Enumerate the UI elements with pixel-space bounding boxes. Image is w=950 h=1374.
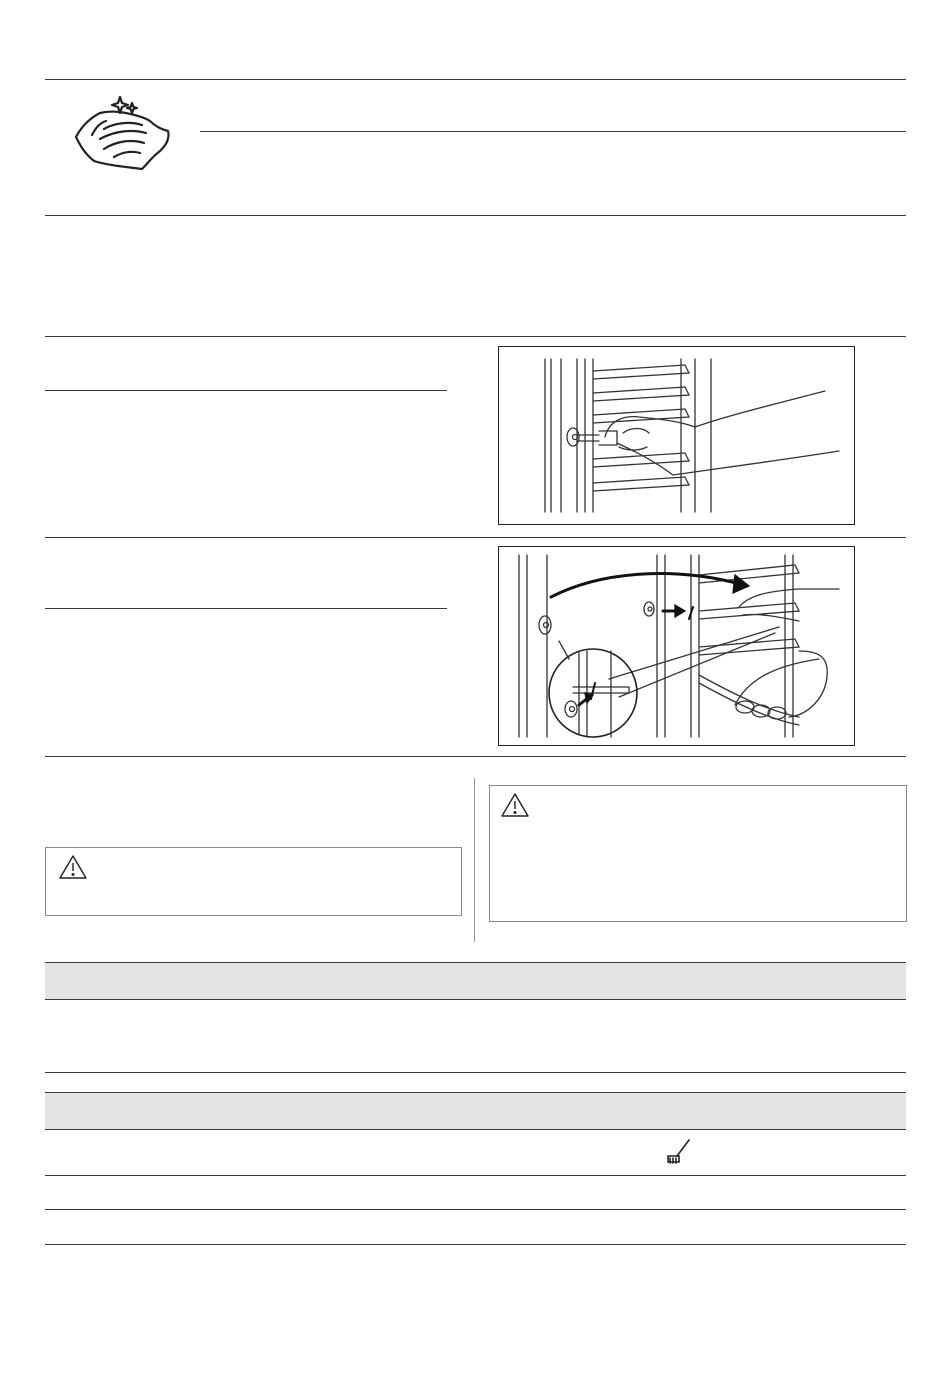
brush-icon bbox=[664, 1138, 692, 1166]
column-divider bbox=[474, 778, 475, 942]
top-rule bbox=[45, 79, 906, 80]
header-subrule bbox=[200, 131, 906, 132]
warning-triangle-icon bbox=[58, 854, 88, 880]
hand-cleaning-cloth-icon bbox=[70, 95, 174, 175]
warning-triangle-icon bbox=[500, 792, 530, 818]
step2-subrule bbox=[45, 608, 447, 609]
table2-row-rule-1 bbox=[45, 1175, 906, 1176]
warning-box-right bbox=[489, 785, 907, 922]
shelf-support-front-figure bbox=[498, 346, 855, 525]
table2-row-rule-2 bbox=[45, 1209, 906, 1210]
section-rule-4 bbox=[45, 756, 906, 757]
table1-header-band bbox=[45, 962, 906, 1000]
warning-box-left bbox=[45, 847, 462, 916]
section-rule-1 bbox=[45, 215, 906, 216]
shelf-support-rear-figure bbox=[498, 546, 855, 746]
section-rule-2 bbox=[45, 336, 906, 337]
section-rule-3 bbox=[45, 537, 906, 538]
table2-header-band bbox=[45, 1092, 906, 1130]
table2-bottom-rule bbox=[45, 1244, 906, 1245]
table1-bottom-rule bbox=[45, 1072, 906, 1073]
step1-subrule bbox=[45, 390, 447, 391]
